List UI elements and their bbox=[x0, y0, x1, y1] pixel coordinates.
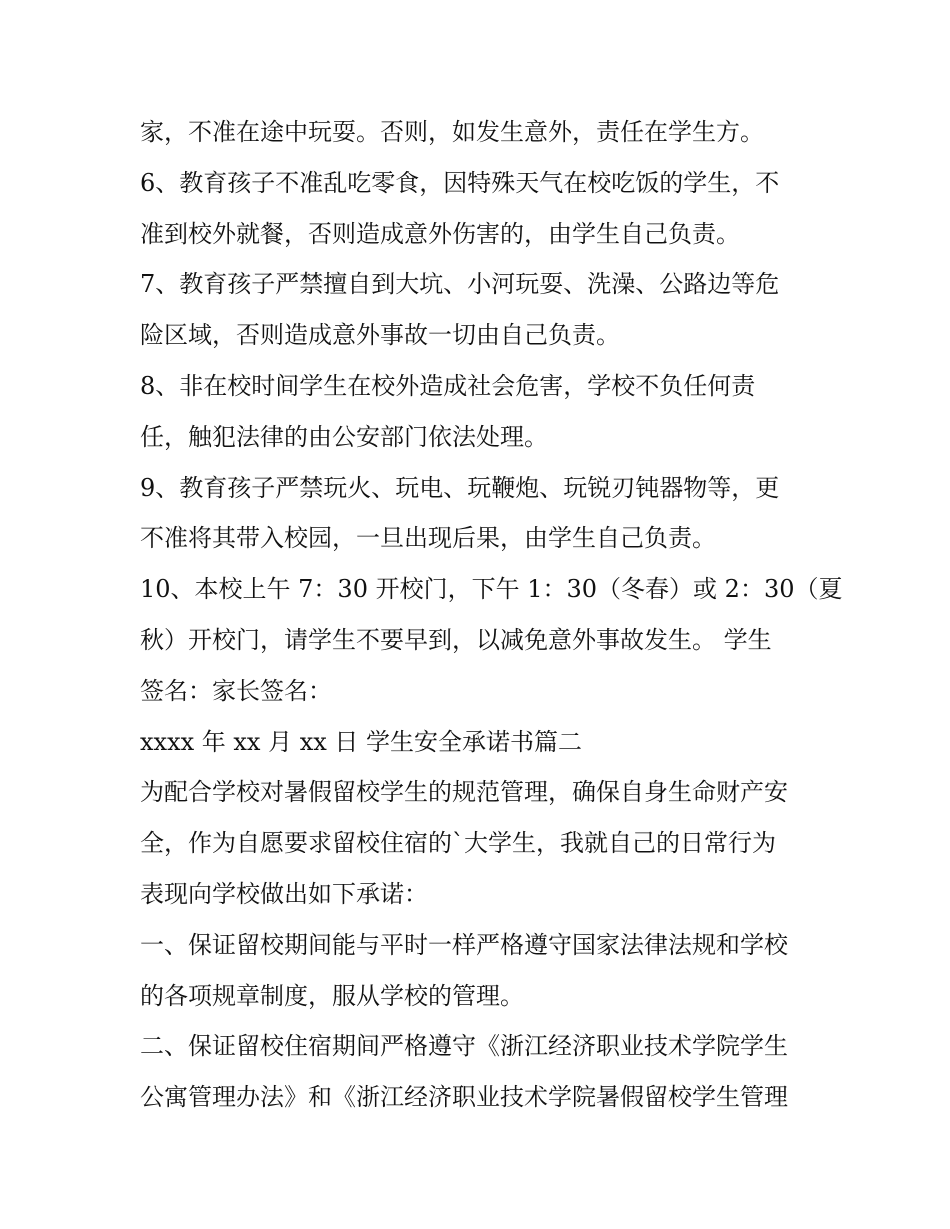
text-line: 签名：家长签名： bbox=[140, 676, 332, 705]
text-line: 不准将其带入校园，一旦出现后果，由学生自己负责。 bbox=[140, 524, 716, 553]
text-line: 10、本校上午 7：30 开校门，下午 1：30（冬春）或 2：30（夏 bbox=[140, 575, 843, 604]
text-line: 险区域，否则造成意外事故一切由自己负责。 bbox=[140, 321, 620, 350]
text-line: xxxx 年 xx 月 xx 日 学生安全承诺书篇二 bbox=[140, 727, 583, 756]
text-line: 8、非在校时间学生在校外造成社会危害，学校不负任何责 bbox=[140, 371, 756, 400]
text-line: 任，触犯法律的由公安部门依法处理。 bbox=[140, 422, 548, 451]
text-line: 公寓管理办法》和《浙江经济职业技术学院暑假留校学生管理 bbox=[140, 1083, 788, 1112]
text-line: 9、教育孩子严禁玩火、玩电、玩鞭炮、玩锐刃钝器物等，更 bbox=[140, 473, 780, 502]
text-line: 全，作为自愿要求留校住宿的`大学生，我就自己的日常行为 bbox=[140, 829, 776, 858]
text-line: 准到校外就餐，否则造成意外伤害的，由学生自己负责。 bbox=[140, 219, 740, 248]
text-line: 7、教育孩子严禁擅自到大坑、小河玩耍、洗澡、公路边等危 bbox=[140, 270, 780, 299]
text-line: 6、教育孩子不准乱吃零食，因特殊天气在校吃饭的学生，不 bbox=[140, 168, 780, 197]
text-line: 一、保证留校期间能与平时一样严格遵守国家法律法规和学校 bbox=[140, 930, 788, 959]
text-line: 为配合学校对暑假留校学生的规范管理，确保自身生命财产安 bbox=[140, 778, 788, 807]
text-line: 的各项规章制度，服从学校的管理。 bbox=[140, 981, 524, 1010]
text-line: 表现向学校做出如下承诺： bbox=[140, 879, 428, 908]
document-body bbox=[140, 107, 843, 1123]
text-line: 秋）开校门，请学生不要早到，以减免意外事故发生。 学生 bbox=[140, 625, 772, 654]
text-line: 家，不准在途中玩耍。否则，如发生意外，责任在学生方。 bbox=[140, 118, 764, 146]
text-line: 二、保证留校住宿期间严格遵守《浙江经济职业技术学院学生 bbox=[140, 1032, 788, 1061]
